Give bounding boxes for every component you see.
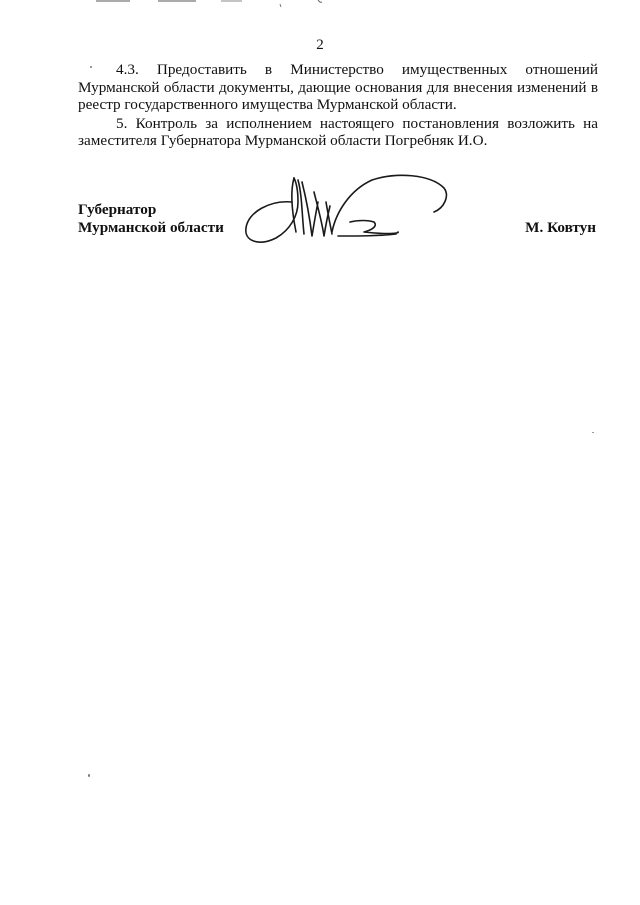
paragraph-5: 5. Контроль за исполнением настоящего постановления возложить на заместителя Губернатора Мурманской области Погребняк И.О. xyxy=(78,114,598,149)
page-number: 2 xyxy=(316,37,324,53)
scan-speck xyxy=(88,774,90,777)
signatory-title xyxy=(78,201,224,237)
handwritten-signature xyxy=(240,172,450,252)
signatory-title-line1: Губернатор xyxy=(78,201,157,218)
scan-speck xyxy=(592,432,594,433)
scan-top-edge-artifact xyxy=(0,0,640,8)
signatory-title-line2: Мурманской области xyxy=(78,219,224,236)
signatory-name: М. Ковтун xyxy=(525,219,596,236)
document-body xyxy=(78,61,598,150)
scan-speck xyxy=(90,66,92,68)
paragraph-4-3: 4.3. Предоставить в Министерство имущественных отношений Мурманской области документы, дающие основания для внесения изменений в реестр государственного имущества Мурманской области. xyxy=(78,61,598,113)
